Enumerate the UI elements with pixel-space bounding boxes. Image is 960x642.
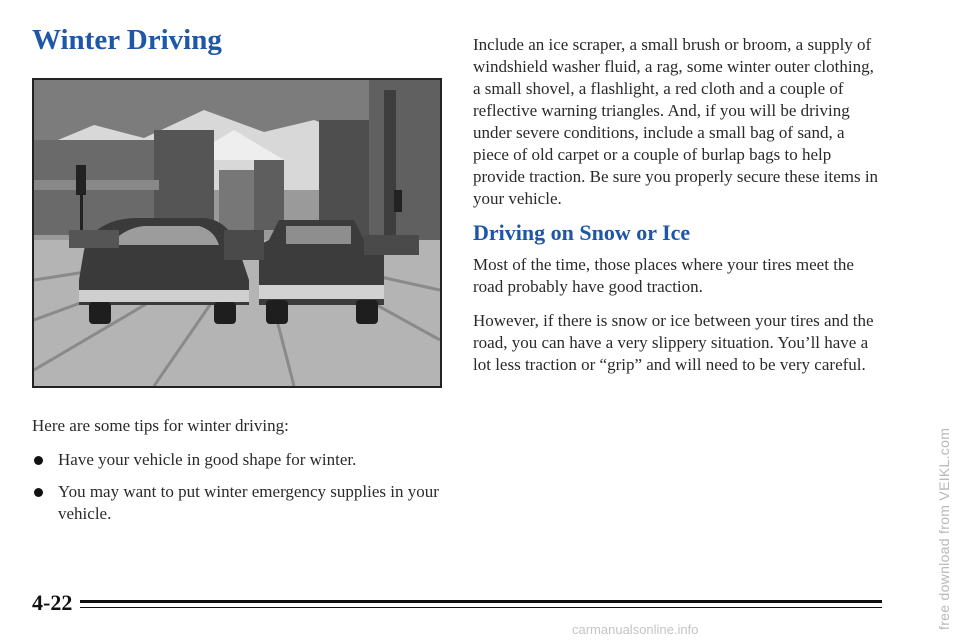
right-column: [473, 34, 883, 388]
footer-rule-thin: [80, 607, 882, 608]
tips-intro: Here are some tips for winter driving:: [32, 416, 289, 435]
traction-paragraph: Most of the time, those places where your tires meet the road probably have good traction.: [473, 255, 854, 296]
bullet-icon: [34, 488, 43, 497]
supplies-paragraph: Include an ice scraper, a small brush or broom, a supply of windshield washer fluid, a rag, some winter outer clothing, a small shovel, a flashlight, a red cloth and a couple of reflective warning triangles. And, if you will be driving under severe conditions, include a small bag of sand, a piece of old carpet or a couple of burlap bags to help provide traction. Be sure you properly secure these items in your vehicle.: [473, 35, 879, 208]
list-item: [32, 449, 442, 471]
left-column: [32, 415, 442, 535]
list-item: [32, 481, 442, 525]
footer-watermark: carmanualsonline.info: [572, 622, 699, 637]
list-item-text: Have your vehicle in good shape for winter.: [58, 450, 357, 469]
section-heading: Driving on Snow or Ice: [473, 220, 691, 245]
side-watermark: free download from VEIKL.com: [936, 427, 952, 630]
tips-list: [32, 449, 442, 525]
bullet-icon: [34, 456, 43, 465]
page-number: 4-22: [32, 590, 73, 615]
page-title: Winter Driving: [32, 24, 222, 56]
slippery-paragraph: However, if there is snow or ice between your tires and the road, you can have a very slippery situation. You’ll have a lot less traction or “grip” and will need to be very careful.: [473, 311, 874, 374]
footer-rule: [80, 600, 882, 603]
list-item-text: You may want to put winter emergency supplies in your vehicle.: [58, 482, 439, 523]
winter-street-illustration: [32, 78, 442, 388]
